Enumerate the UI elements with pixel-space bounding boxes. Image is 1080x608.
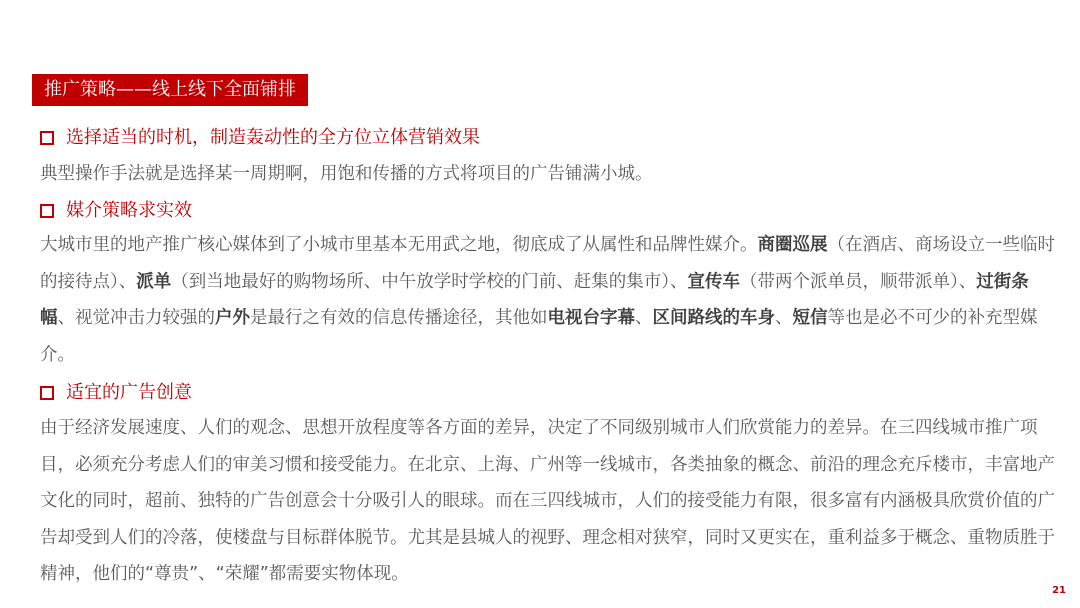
heading-media <box>40 199 192 223</box>
text-run: 、 <box>775 308 793 328</box>
bold-term: 短信 <box>792 308 828 328</box>
bold-term: 户外 <box>215 308 250 328</box>
bold-term: 过街条幅 <box>40 271 1029 328</box>
text-run: （到当地最好的购物场所、中午放学时学校的门前、赶集的集市）、 <box>171 271 688 292</box>
bold-term: 商圈巡展 <box>757 235 828 255</box>
text-run: 、 <box>635 308 653 328</box>
text-run: （带两个派单员，顺带派单）、 <box>740 271 977 292</box>
heading-text: 适宜的广告创意 <box>66 382 192 403</box>
bold-term: 宣传车 <box>687 271 740 292</box>
text-run: 大城市里的地产推广核心媒体到了小城市里基本无用武之地，彻底成了从属性和品牌性媒介。 <box>40 235 758 255</box>
bold-term: 电视台字幕 <box>547 308 635 328</box>
heading-text: 媒介策略求实效 <box>66 200 192 221</box>
square-bullet-icon <box>40 386 54 400</box>
bold-term: 区间路线的车身 <box>652 308 775 328</box>
text-run: 、视觉冲击力较强的 <box>57 308 215 328</box>
text-run: 等也是必不可少的补充型媒介。 <box>40 308 1038 365</box>
text-run: （在酒店、商场设立一些临时的接待点）、 <box>40 235 1055 292</box>
paragraph-media <box>40 227 1055 373</box>
heading-text: 选择适当的时机，制造轰动性的全方位立体营销效果 <box>66 127 480 148</box>
paragraph-creative: 由于经济发展速度、人们的观念、思想开放程度等各方面的差异，决定了不同级别城市人们欣赏能力的差异。在三四线城市推广项目，必须充分考虑人们的审美习惯和接受能力。在北京、上海、广州等一线城市，各类抽象的概念、前沿的理念充斥楼市，丰富地产文化的同时，超前、独特的广告创意会十分吸引人的眼球。而在三四线城市，人们的接受能力有限，很多富有内涵极具欣赏价值的广告却受到人们的冷落，使楼盘与目标群体脱节。尤其是县城人的视野、理念相对狭窄，同时又更实在，重利益多于概念、重物质胜于精神，他们的“尊贵”、“荣耀”都需要实物体现。 <box>40 418 1055 584</box>
heading-creative <box>40 381 192 405</box>
text-run: 是最行之有效的信息传播途径，其他如 <box>250 308 548 328</box>
bold-term: 派单 <box>136 271 172 292</box>
paragraph-timing: 典型操作手法就是选择某一周期啊，用饱和传播的方式将项目的广告铺满小城。 <box>40 164 653 184</box>
section-title-banner: 推广策略——线上线下全面铺排 <box>32 74 308 106</box>
heading-timing <box>40 126 480 150</box>
page-number: 21 <box>1052 585 1066 596</box>
square-bullet-icon <box>40 204 54 218</box>
square-bullet-icon <box>40 131 54 145</box>
